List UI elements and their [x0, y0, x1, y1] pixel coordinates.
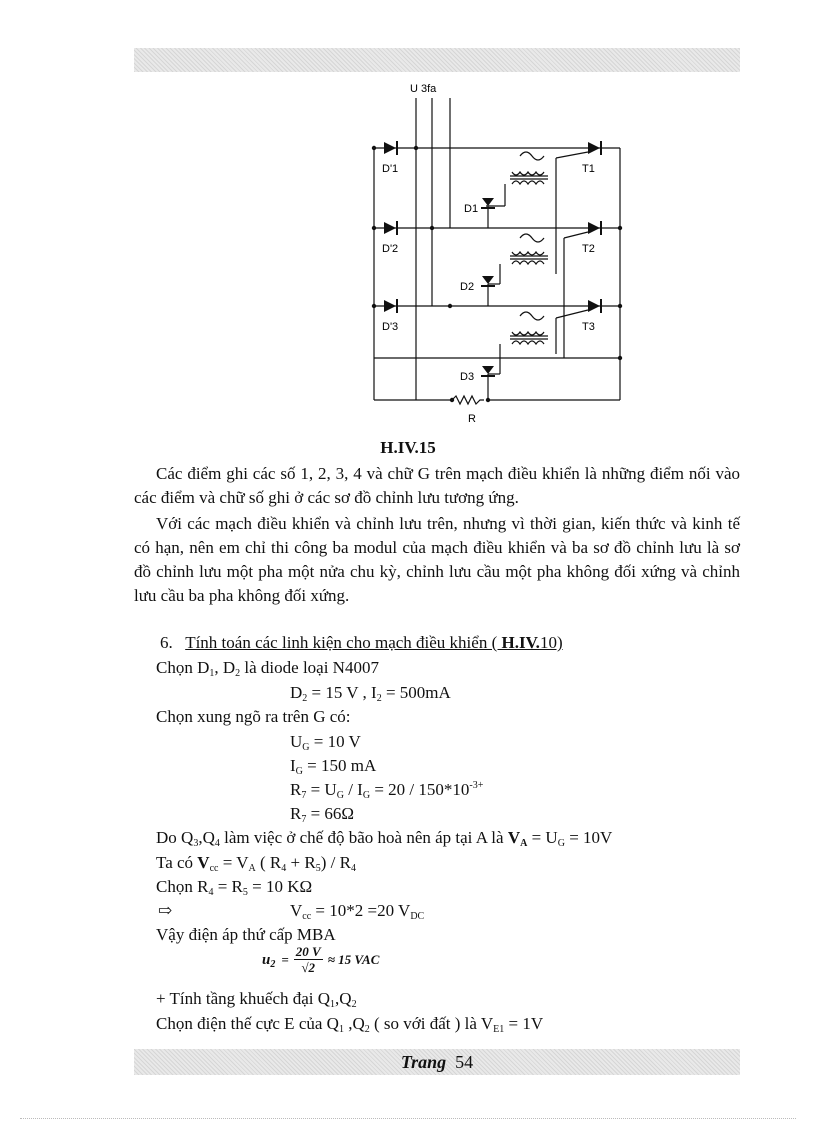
circuit-top-label: U 3fa — [410, 83, 437, 95]
paragraph-2: Với các mạch điều khiển và chỉnh lưu trên, nhưng vì thời gian, kiến thức và kinh tế có hạn, nên em chỉ thi công ba modul của mạch điều khiển và ba sơ đồ chỉnh lưu là sơ đồ chỉnh lưu một pha một nửa chu kỳ, chỉnh lưu cầu một pha không đối xứng và chỉnh lưu cầu ba pha không đối xứng. — [134, 514, 740, 605]
thyristor-label: T1 — [582, 163, 595, 175]
text-line: Vậy điện áp thứ cấp MBA — [156, 925, 336, 944]
formula: $u_2$ = $\frac{20 V}{√2}$ ≈ 15 VAC — [262, 944, 380, 975]
bottom-divider — [20, 1118, 796, 1119]
text-line: $R_7 = 66\Omega$ — [290, 804, 355, 825]
thyristor-label: T3 — [582, 321, 595, 333]
footer-band — [134, 1049, 740, 1075]
text-line: Do $Q_3,Q_4$ làm việc ở chế độ bão hoà nên áp tại A là $V_A = U_G = 10V$ — [156, 828, 613, 849]
text-line: + Tính tầng khuếch đại $Q_1,Q_2$ — [156, 989, 357, 1010]
gate-diode-label: D3 — [460, 371, 475, 383]
text-line: $D_2 = 15$ V , $I_2 = 500mA$ — [290, 683, 451, 704]
arrow-icon: ⇨ — [158, 901, 173, 920]
text-line: Chọn điện thế cực E của $Q_1$ $,Q_2$ ( so với đất ) là $V_{E1} = 1V$ — [156, 1014, 544, 1035]
left-diode-label: D'3 — [382, 321, 399, 333]
page-footer: Trang 54 — [400, 1052, 474, 1072]
thyristor-label: T2 — [582, 243, 595, 255]
page-number: 54 — [455, 1052, 474, 1072]
left-diode-label: D'2 — [382, 243, 399, 255]
figure-caption: H.IV.15 — [380, 438, 436, 457]
text-line: Chọn $D_1$, $D_2$ là diode loại N4007 — [156, 658, 379, 679]
paragraph-1: Các điểm ghi các số 1, 2, 3, 4 và chữ G trên mạch điều khiển là những điểm nối vào các điểm và chữ số ghi ở các sơ đồ chỉnh lưu tương ứng. — [134, 464, 740, 507]
text-line: $I_G = 150$ mA — [290, 756, 377, 777]
header-band — [134, 48, 740, 72]
text-line: $R_7 = U_G / I_G = 20 / 150*10^{-3+}$ — [290, 780, 484, 801]
section-heading: 6. Tính toán các linh kiện cho mạch điều khiển ( H.IV.10) — [160, 633, 563, 652]
text-line: Chọn xung ngõ ra trên G có: — [156, 707, 351, 726]
text-line: Ta có $V_{cc} = V_A$ ( $R_4 + R_5) / R_4$ — [156, 853, 356, 874]
text-line: $U_G = 10$ V — [290, 732, 361, 753]
text-line: Chọn $R_4 = R_5 = 10$ KΩ — [156, 877, 313, 898]
left-diode-label: D'1 — [382, 163, 399, 175]
gate-diode-label: D1 — [464, 203, 479, 215]
rectifier-circuit-diagram — [360, 78, 630, 426]
resistor-label: R — [468, 413, 476, 425]
gate-diode-label: D2 — [460, 281, 475, 293]
text-line: $V_{cc} = 10*2 =20$ $V_{DC}$ — [290, 901, 425, 922]
